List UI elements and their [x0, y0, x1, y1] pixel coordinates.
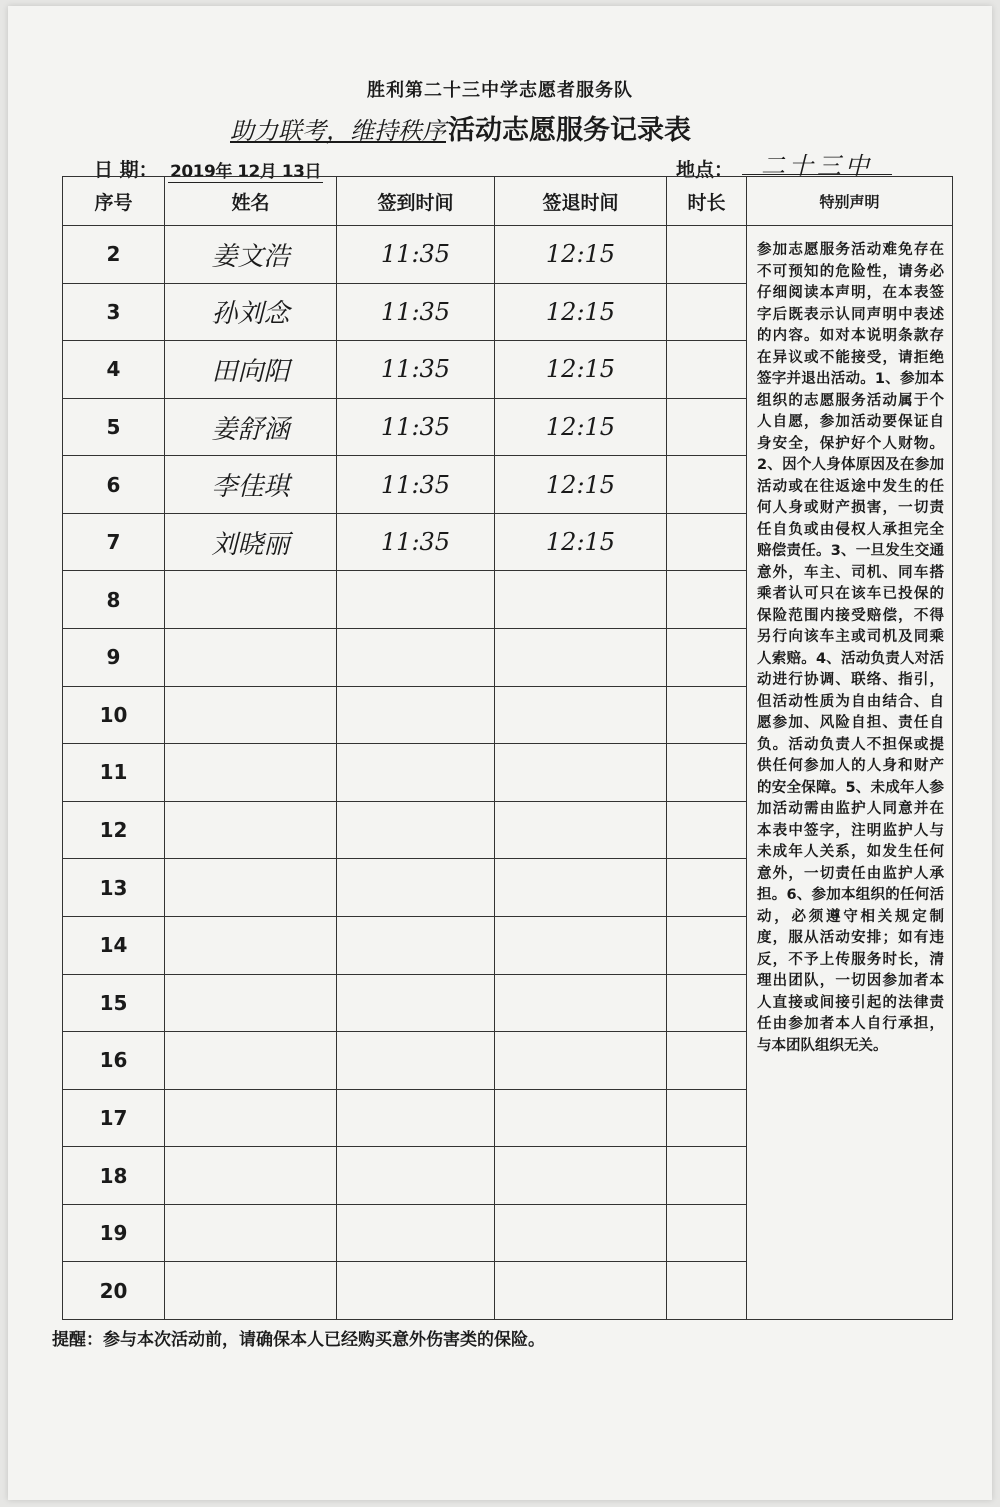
row-duration: [667, 744, 747, 802]
row-sign-out: [495, 974, 667, 1032]
row-sign-out: [495, 571, 667, 629]
column-header-sign-out: 签退时间: [495, 177, 667, 226]
row-sign-in: 11:35: [337, 456, 495, 514]
row-sign-out: [495, 629, 667, 687]
row-duration: [667, 1089, 747, 1147]
row-duration: [667, 629, 747, 687]
row-name: [165, 974, 337, 1032]
row-name: [165, 1147, 337, 1205]
row-sign-out: [495, 1262, 667, 1320]
row-name: [165, 801, 337, 859]
column-header-duration: 时长: [667, 177, 747, 226]
row-name: 田向阳: [165, 341, 337, 399]
row-duration: [667, 1204, 747, 1262]
row-sign-in: [337, 1204, 495, 1262]
row-seq: 2: [63, 226, 165, 284]
row-seq: 11: [63, 744, 165, 802]
table-body: [63, 226, 953, 1320]
row-sign-out: [495, 801, 667, 859]
row-duration: [667, 1032, 747, 1090]
row-sign-in: [337, 744, 495, 802]
row-duration: [667, 398, 747, 456]
row-seq: 13: [63, 859, 165, 917]
row-sign-in: 11:35: [337, 398, 495, 456]
special-statement: 参加志愿服务活动难免存在不可预知的危险性，请务必仔细阅读本声明，在本表签字后既表示认同声明中表述的内容。如对本说明条款存在异议或不能接受，请拒绝签字并退出活动。1、参加本组织的志愿服务活动属于个人自愿，参加活动要保证自身安全，保护好个人财物。2、因个人身体原因及在参加活动或在往返途中发生的任何人身或财产损害，一切责任自负或由侵权人承担完全赔偿责任。3、一旦发生交通意外，车主、司机、同车搭乘者认可只在该车已投保的保险范围内接受赔偿，不得另行向该车主或司机及同乘人索赔。4、活动负责人对活动进行协调、联络、指引，但活动性质为自由结合、自愿参加、风险自担、责任自负。活动负责人不担保或提供任何参加人的人身和财产的安全保障。5、未成年人参加活动需由监护人同意并在本表中签字，注明监护人与未成年人关系，如发生任何意外，一切责任由监护人承担。6、参加本组织的任何活动，必须遵守相关规定制度，服从活动安排；如有违反，不予上传服务时长，清理出团队，一切因参加者本人直接或间接引起的法律责任由参加者本人自行承担，与本团队组织无关。: [747, 226, 953, 1320]
row-sign-out: [495, 1147, 667, 1205]
date-value: 2019年 12月 13日: [168, 157, 323, 183]
row-seq: 7: [63, 513, 165, 571]
row-sign-out: [495, 744, 667, 802]
row-sign-out: [495, 1204, 667, 1262]
row-seq: 18: [63, 1147, 165, 1205]
row-duration: [667, 686, 747, 744]
column-header-sign-in: 签到时间: [337, 177, 495, 226]
row-name: [165, 916, 337, 974]
row-sign-in: 11:35: [337, 283, 495, 341]
row-sign-out: 12:15: [495, 341, 667, 399]
row-sign-in: [337, 571, 495, 629]
record-table: [62, 176, 953, 1320]
date-label: 日 期：: [94, 159, 158, 181]
row-duration: [667, 1147, 747, 1205]
table-header-row: [63, 177, 953, 226]
row-name: 李佳琪: [165, 456, 337, 514]
row-seq: 4: [63, 341, 165, 399]
row-sign-in: [337, 859, 495, 917]
row-sign-in: [337, 1089, 495, 1147]
insurance-reminder: 提醒：参与本次活动前，请确保本人已经购买意外伤害类的保险。: [52, 1330, 545, 1350]
row-seq: 16: [63, 1032, 165, 1090]
row-sign-out: [495, 1032, 667, 1090]
row-seq: 10: [63, 686, 165, 744]
row-name: [165, 1089, 337, 1147]
row-seq: 15: [63, 974, 165, 1032]
row-seq: 3: [63, 283, 165, 341]
row-sign-in: [337, 974, 495, 1032]
row-duration: [667, 974, 747, 1032]
row-name: 孙刘念: [165, 283, 337, 341]
row-sign-in: 11:35: [337, 513, 495, 571]
row-name: [165, 1262, 337, 1320]
row-duration: [667, 801, 747, 859]
column-header-statement: 特别声明: [747, 177, 953, 226]
row-sign-in: [337, 801, 495, 859]
row-name: [165, 629, 337, 687]
row-name: [165, 859, 337, 917]
row-sign-in: [337, 686, 495, 744]
row-sign-in: 11:35: [337, 226, 495, 284]
row-seq: 14: [63, 916, 165, 974]
row-sign-in: [337, 1262, 495, 1320]
row-name: 姜舒涵: [165, 398, 337, 456]
row-duration: [667, 226, 747, 284]
row-sign-out: 12:15: [495, 398, 667, 456]
row-name: 姜文浩: [165, 226, 337, 284]
row-name: [165, 1204, 337, 1262]
organization-name: 胜利第二十三中学志愿者服务队: [367, 80, 633, 101]
row-sign-in: [337, 629, 495, 687]
row-sign-out: 12:15: [495, 513, 667, 571]
column-header-name: 姓名: [165, 177, 337, 226]
row-name: [165, 571, 337, 629]
row-duration: [667, 456, 747, 514]
row-sign-in: 11:35: [337, 341, 495, 399]
row-duration: [667, 341, 747, 399]
row-sign-in: [337, 1032, 495, 1090]
row-duration: [667, 1262, 747, 1320]
row-seq: 12: [63, 801, 165, 859]
row-duration: [667, 916, 747, 974]
row-sign-out: [495, 859, 667, 917]
row-duration: [667, 513, 747, 571]
row-duration: [667, 283, 747, 341]
row-seq: 19: [63, 1204, 165, 1262]
row-seq: 17: [63, 1089, 165, 1147]
row-seq: 8: [63, 571, 165, 629]
form-title-suffix: 活动志愿服务记录表: [448, 115, 691, 146]
location-label: 地点：: [676, 159, 734, 181]
location-value: 二十三中: [742, 146, 892, 175]
row-sign-out: [495, 916, 667, 974]
row-seq: 9: [63, 629, 165, 687]
row-sign-in: [337, 1147, 495, 1205]
row-seq: 20: [63, 1262, 165, 1320]
column-header-seq: 序号: [63, 177, 165, 226]
form-title: [230, 108, 790, 147]
row-seq: 6: [63, 456, 165, 514]
row-name: [165, 686, 337, 744]
row-sign-in: [337, 916, 495, 974]
row-sign-out: 12:15: [495, 456, 667, 514]
row-seq: 5: [63, 398, 165, 456]
row-name: 刘晓丽: [165, 513, 337, 571]
row-name: [165, 1032, 337, 1090]
row-sign-out: 12:15: [495, 226, 667, 284]
row-sign-out: [495, 1089, 667, 1147]
row-name: [165, 744, 337, 802]
row-sign-out: 12:15: [495, 283, 667, 341]
row-sign-out: [495, 686, 667, 744]
row-duration: [667, 859, 747, 917]
table-row: [63, 226, 953, 284]
activity-name-handwritten: 助力联考，维持秩序: [230, 117, 446, 145]
row-duration: [667, 571, 747, 629]
